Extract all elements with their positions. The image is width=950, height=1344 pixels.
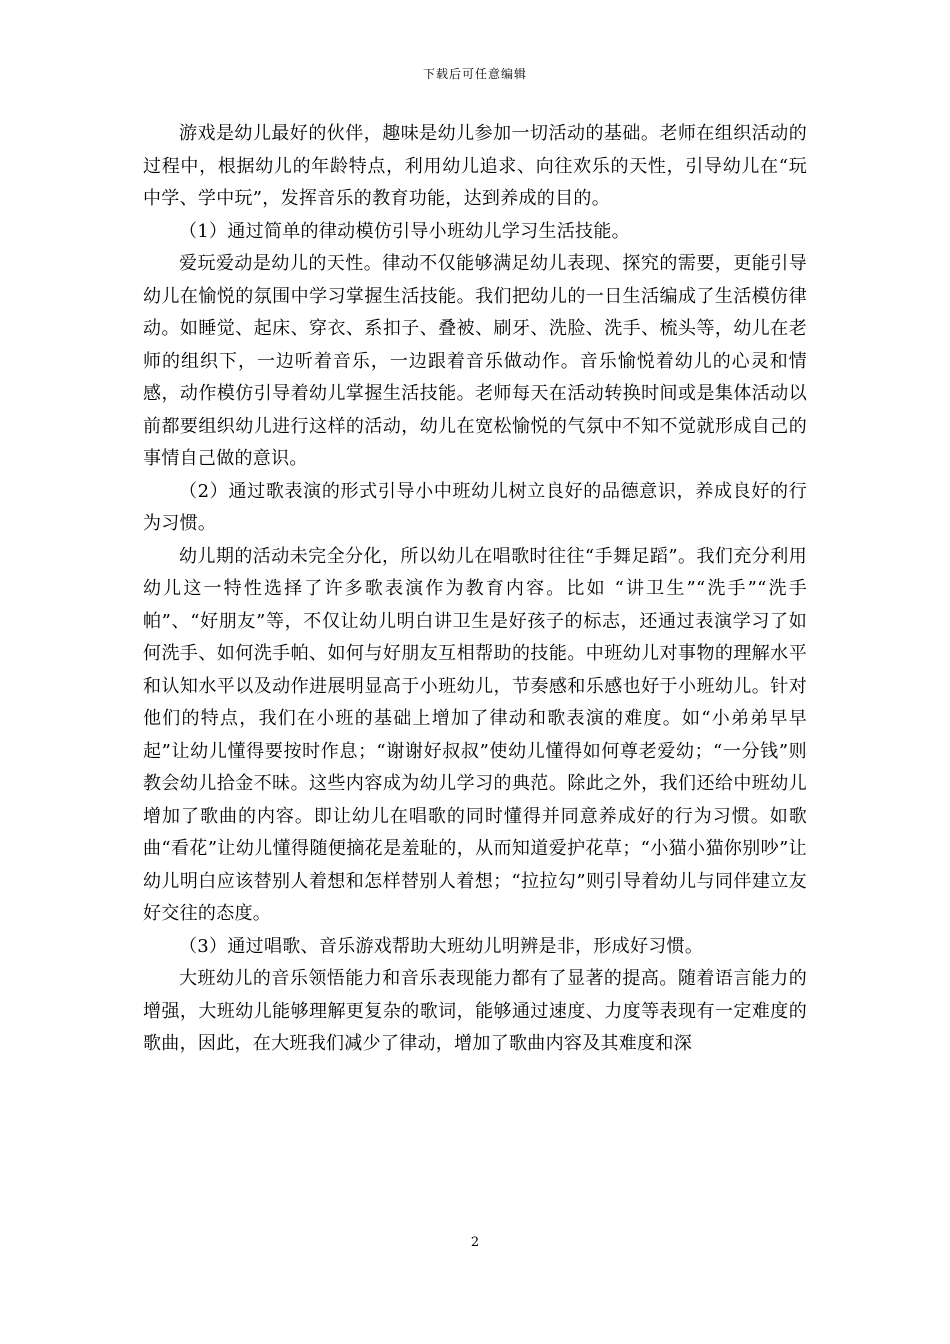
paragraph-large-class: 大班幼儿的音乐领悟能力和音乐表现能力都有了显著的提高。随着语言能力的增强，大班幼儿能够理解更复杂的歌词，能够通过速度、力度等表现有一定难度的歌曲，因此，在大班我们减少了律动，增加了歌曲内容及其难度和深 <box>143 968 807 1054</box>
page-number: 2 <box>470 1235 480 1250</box>
section-heading-3: （3）通过唱歌、音乐游戏帮助大班幼儿明辨是非，形成好习惯。 <box>179 935 704 957</box>
section-heading-1: （1）通过简单的律动模仿引导小班幼儿学习生活技能。 <box>179 220 630 242</box>
page-header: 下载后可任意编辑 <box>422 67 527 81</box>
paragraph-middle-class: 幼儿期的活动未完全分化，所以幼儿在唱歌时往往“手舞足蹈”。我们充分利用幼儿这一特性选择了许多歌表演作为教育内容。比如 “讲卫生”“洗手”“洗手帕”、“好朋友”等，不仅让幼儿明白讲卫生是好孩子的标志，还通过表演学习了如何洗手、如何洗手帕、如何与好朋友互相帮助的技能。中班幼儿对事物的理解水平和认知水平以及动作进展明显高于小班幼儿，节奏感和乐感也好于小班幼儿。针对他们的特点，我们在小班的基础上增加了律动和歌表演的难度。如“小弟弟早早起”让幼儿懂得要按时作息；“谢谢好叔叔”使幼儿懂得如何尊老爱幼；“一分钱”则教会幼儿拾金不昧。这些内容成为幼儿学习的典范。除此之外，我们还给中班幼儿增加了歌曲的内容。即让幼儿在唱歌的同时懂得并同意养成好的行为习惯。如歌曲“看花”让幼儿懂得随便摘花是羞耻的，从而知道爱护花草；“小猫小猫你别吵”让幼儿明白应该替别人着想和怎样替别人着想；“拉拉勾”则引导着幼儿与同伴建立友好交往的态度。 <box>143 545 807 924</box>
section-heading-2: （2）通过歌表演的形式引导小中班幼儿树立良好的品德意识，养成良好的行为习惯。 <box>143 480 807 534</box>
paragraph-small-class: 爱玩爱动是幼儿的天性。律动不仅能够满足幼儿表现、探究的需要，更能引导幼儿在愉悦的氛围中学习掌握生活技能。我们把幼儿的一日生活编成了生活模仿律动。如睡觉、起床、穿衣、系扣子、叠被、刷牙、洗脸、洗手、梳头等，幼儿在老师的组织下，一边听着音乐，一边跟着音乐做动作。音乐愉悦着幼儿的心灵和情感，动作模仿引导着幼儿掌握生活技能。老师每天在活动转换时间或是集体活动以前都要组织幼儿进行这样的活动，幼儿在宽松愉悦的气氛中不知不觉就形成自己的事情自己做的意识。 <box>143 253 807 469</box>
paragraph-intro: 游戏是幼儿最好的伙伴，趣味是幼儿参加一切活动的基础。老师在组织活动的过程中，根据幼儿的年龄特点，利用幼儿追求、向往欢乐的天性，引导幼儿在“玩中学、学中玩”，发挥音乐的教育功能，达到养成的目的。 <box>143 123 807 209</box>
document-body <box>143 118 807 1061</box>
